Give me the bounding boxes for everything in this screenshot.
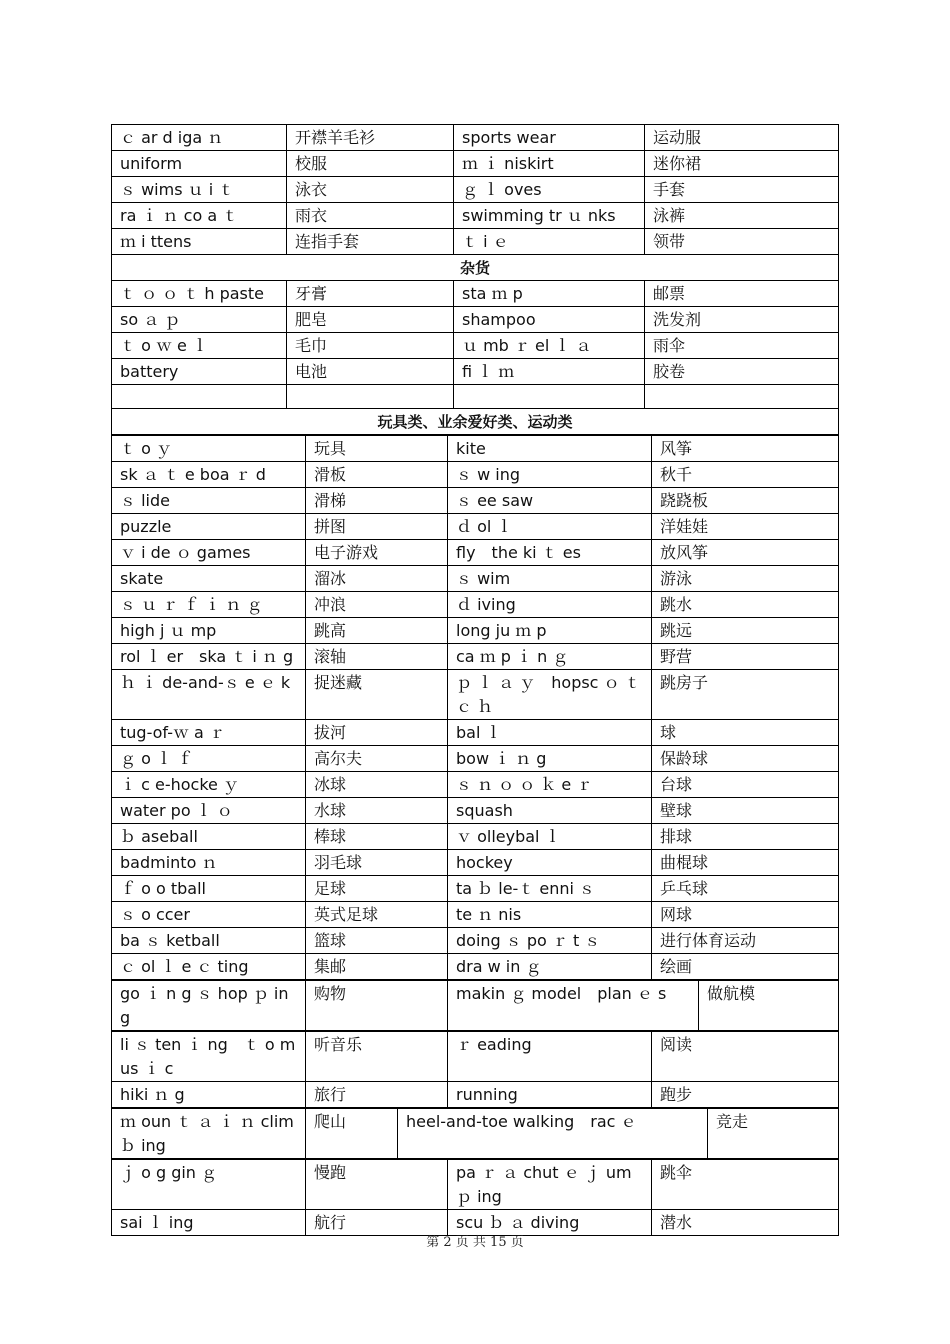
vocab-row <box>112 436 839 462</box>
english-word: ｄ ol ｌ <box>448 514 652 540</box>
chinese-meaning: 电子游戏 <box>306 540 448 566</box>
chinese-meaning: 迷你裙 <box>645 151 839 177</box>
chinese-meaning: 滑板 <box>306 462 448 488</box>
chinese-meaning: 运动服 <box>645 125 839 151</box>
chinese-meaning: 跳高 <box>306 618 448 644</box>
english-word: ｈ ｉ de-and-ｓ e ｅ k <box>112 670 306 720</box>
chinese-meaning: 跷跷板 <box>652 488 839 514</box>
vocab-row <box>112 488 839 514</box>
chinese-meaning: 连指手套 <box>287 229 454 255</box>
english-word: go ｉ n g ｓ hop ｐ ing <box>112 981 306 1031</box>
english-word: ba ｓ ketball <box>112 928 306 954</box>
chinese-meaning: 跳伞 <box>652 1160 839 1210</box>
english-word: skate <box>112 566 306 592</box>
english-word: scu ｂ ａ diving <box>448 1210 652 1236</box>
chinese-meaning: 购物 <box>306 981 448 1031</box>
vocab-row-shopping <box>112 981 839 1031</box>
chinese-meaning: 球 <box>652 720 839 746</box>
chinese-meaning: 胶卷 <box>645 359 839 385</box>
english-word: ｒ eading <box>448 1032 652 1082</box>
english-word: ｇ ｌ oves <box>454 177 645 203</box>
english-word: ｊ o g gin ｇ <box>112 1160 306 1210</box>
english-word: ｍ i ttens <box>112 229 287 255</box>
english-word: ｐ ｌ ａ ｙ hopsc ｏ ｔ ｃ ｈ <box>448 670 652 720</box>
vocab-row <box>112 618 839 644</box>
vocab-row <box>112 644 839 670</box>
english-word: pa ｒ ａ chut ｅ ｊ um ｐ ing <box>448 1160 652 1210</box>
english-word: badminto ｎ <box>112 850 306 876</box>
climbing-table <box>111 1108 839 1159</box>
english-word: ca ｍ p ｉ n ｇ <box>448 644 652 670</box>
final-table <box>111 1159 839 1236</box>
english-word: rol ｌ er ska ｔ i ｎ g <box>112 644 306 670</box>
english-word: makin ｇ model plan ｅ s <box>448 981 699 1031</box>
vocab-row <box>112 902 839 928</box>
chinese-meaning: 台球 <box>652 772 839 798</box>
english-word: bow ｉ ｎ g <box>448 746 652 772</box>
vocab-row <box>112 203 839 229</box>
chinese-meaning: 野营 <box>652 644 839 670</box>
section-title-toys: 玩具类、业余爱好类、运动类 <box>112 409 839 435</box>
english-word: ｔ o ｗ e ｌ <box>112 333 287 359</box>
chinese-meaning: 阅读 <box>652 1032 839 1082</box>
english-word: ｆ o o tball <box>112 876 306 902</box>
chinese-meaning: 跑步 <box>652 1082 839 1108</box>
chinese-meaning: 冰球 <box>306 772 448 798</box>
chinese-meaning: 做航模 <box>699 981 839 1031</box>
chinese-meaning: 泳衣 <box>287 177 454 203</box>
english-word: fi ｌ ｍ <box>454 359 645 385</box>
english-word: sai ｌ ing <box>112 1210 306 1236</box>
chinese-meaning: 肥皂 <box>287 307 454 333</box>
vocab-row-hiking <box>112 1082 839 1108</box>
english-word: ｔ ｏ ｏ ｔ h paste <box>112 281 287 307</box>
final-section <box>112 1160 839 1236</box>
english-word: dra w in ｇ <box>448 954 652 980</box>
english-word: shampoo <box>454 307 645 333</box>
english-word: swimming tr ｕ nks <box>454 203 645 229</box>
chinese-meaning: 毛巾 <box>287 333 454 359</box>
english-word: water po ｌ ｏ <box>112 798 306 824</box>
chinese-meaning: 乒乓球 <box>652 876 839 902</box>
vocab-row <box>112 720 839 746</box>
vocab-row <box>112 229 839 255</box>
english-word: kite <box>448 436 652 462</box>
vocab-row <box>112 333 839 359</box>
chinese-meaning: 水球 <box>306 798 448 824</box>
chinese-meaning: 保龄球 <box>652 746 839 772</box>
chinese-meaning: 跳远 <box>652 618 839 644</box>
chinese-meaning: 航行 <box>306 1210 448 1236</box>
english-word: ｓ ｕ ｒ ｆ ｉ ｎ ｇ <box>112 592 306 618</box>
chinese-meaning: 爬山 <box>306 1109 398 1159</box>
chinese-meaning: 进行体育运动 <box>652 928 839 954</box>
english-word: ｃ ol ｌ e ｃ ting <box>112 954 306 980</box>
vocab-row <box>112 670 839 720</box>
vocab-row <box>112 954 839 980</box>
vocab-row <box>112 876 839 902</box>
english-word: ta ｂ le-ｔ enni ｓ <box>448 876 652 902</box>
vocab-row <box>112 177 839 203</box>
chinese-meaning: 溜冰 <box>306 566 448 592</box>
vocabulary-page <box>111 124 838 1236</box>
shopping-table <box>111 980 839 1031</box>
english-word: fly the ki ｔ es <box>448 540 652 566</box>
english-word: ｂ aseball <box>112 824 306 850</box>
vocabulary-table <box>111 124 839 435</box>
chinese-meaning: 英式足球 <box>306 902 448 928</box>
english-word: high j ｕ mp <box>112 618 306 644</box>
misc-section <box>112 281 839 385</box>
english-word: ｓ lide <box>112 488 306 514</box>
english-word: sk ａ ｔ e boa ｒ d <box>112 462 306 488</box>
vocab-row <box>112 850 839 876</box>
english-word: ｕ mb ｒ el ｌ ａ <box>454 333 645 359</box>
vocab-row <box>112 307 839 333</box>
english-word: ｓ ee saw <box>448 488 652 514</box>
chinese-meaning: 旅行 <box>306 1082 448 1108</box>
chinese-meaning: 邮票 <box>645 281 839 307</box>
english-word: ｓ wims ｕ i ｔ <box>112 177 287 203</box>
chinese-meaning: 拔河 <box>306 720 448 746</box>
chinese-meaning: 棒球 <box>306 824 448 850</box>
english-word: ｔ i ｅ <box>454 229 645 255</box>
chinese-meaning: 风筝 <box>652 436 839 462</box>
chinese-meaning: 秋千 <box>652 462 839 488</box>
english-word: ｉ c e-hocke ｙ <box>112 772 306 798</box>
english-word: ｖ i de ｏ games <box>112 540 306 566</box>
vocab-row <box>112 592 839 618</box>
clothing-section <box>112 125 839 255</box>
vocab-row-listening <box>112 1032 839 1082</box>
english-word: ｔ o ｙ <box>112 436 306 462</box>
chinese-meaning: 曲棍球 <box>652 850 839 876</box>
english-word: ｍ ｉ niskirt <box>454 151 645 177</box>
vocab-row <box>112 1160 839 1210</box>
english-word: puzzle <box>112 514 306 540</box>
english-word: ｄ iving <box>448 592 652 618</box>
vocab-row <box>112 359 839 385</box>
vocab-row <box>112 125 839 151</box>
vocab-row <box>112 824 839 850</box>
vocab-row <box>112 281 839 307</box>
english-word: long ju ｍ p <box>448 618 652 644</box>
english-word: sta ｍ p <box>454 281 645 307</box>
chinese-meaning: 竞走 <box>708 1109 839 1159</box>
chinese-meaning: 拼图 <box>306 514 448 540</box>
chinese-meaning: 玩具 <box>306 436 448 462</box>
chinese-meaning: 网球 <box>652 902 839 928</box>
chinese-meaning: 集邮 <box>306 954 448 980</box>
english-word: tug-of-ｗ a ｒ <box>112 720 306 746</box>
listening-table <box>111 1031 839 1108</box>
section-title-misc: 杂货 <box>112 255 839 281</box>
english-word: doing ｓ po ｒ t ｓ <box>448 928 652 954</box>
chinese-meaning: 游泳 <box>652 566 839 592</box>
chinese-meaning: 牙膏 <box>287 281 454 307</box>
chinese-meaning: 足球 <box>306 876 448 902</box>
english-word: heel-and-toe walking rac ｅ <box>398 1109 708 1159</box>
chinese-meaning: 听音乐 <box>306 1032 448 1082</box>
english-word: ｃ ar d iga ｎ <box>112 125 287 151</box>
vocab-row <box>112 151 839 177</box>
chinese-meaning: 潜水 <box>652 1210 839 1236</box>
english-word: sports wear <box>454 125 645 151</box>
chinese-meaning: 滚轴 <box>306 644 448 670</box>
vocab-row <box>112 928 839 954</box>
english-word: squash <box>448 798 652 824</box>
vocab-row <box>112 772 839 798</box>
page-footer: 第 2 页 共 15 页 <box>426 1235 524 1250</box>
chinese-meaning: 洋娃娃 <box>652 514 839 540</box>
chinese-meaning: 手套 <box>645 177 839 203</box>
english-word: ｓ wim <box>448 566 652 592</box>
english-word: ｓ w ing <box>448 462 652 488</box>
english-word: ｍ oun ｔ ａ ｉ ｎ clim ｂ ing <box>112 1109 306 1159</box>
vocab-row <box>112 566 839 592</box>
chinese-meaning: 电池 <box>287 359 454 385</box>
vocab-row <box>112 462 839 488</box>
chinese-meaning: 篮球 <box>306 928 448 954</box>
english-word: hockey <box>448 850 652 876</box>
english-word: ｖ olleybal ｌ <box>448 824 652 850</box>
chinese-meaning: 高尔夫 <box>306 746 448 772</box>
english-word: running <box>448 1082 652 1108</box>
english-word: battery <box>112 359 287 385</box>
chinese-meaning: 慢跑 <box>306 1160 448 1210</box>
chinese-meaning: 洗发剂 <box>645 307 839 333</box>
toys-section <box>112 436 839 980</box>
chinese-meaning: 跳水 <box>652 592 839 618</box>
vocab-row <box>112 746 839 772</box>
english-word: ｇ o ｌ ｆ <box>112 746 306 772</box>
chinese-meaning: 雨衣 <box>287 203 454 229</box>
chinese-meaning: 雨伞 <box>645 333 839 359</box>
blank-row <box>112 385 839 409</box>
chinese-meaning: 冲浪 <box>306 592 448 618</box>
chinese-meaning: 绘画 <box>652 954 839 980</box>
english-word: so ａ ｐ <box>112 307 287 333</box>
chinese-meaning: 校服 <box>287 151 454 177</box>
english-word: ｓ ｎ ｏ ｏ ｋ e ｒ <box>448 772 652 798</box>
vocab-row-climbing <box>112 1109 839 1159</box>
english-word: ｓ o ccer <box>112 902 306 928</box>
english-word: hiki ｎ g <box>112 1082 306 1108</box>
chinese-meaning: 泳裤 <box>645 203 839 229</box>
english-word: uniform <box>112 151 287 177</box>
english-word: te ｎ nis <box>448 902 652 928</box>
chinese-meaning: 跳房子 <box>652 670 839 720</box>
chinese-meaning: 排球 <box>652 824 839 850</box>
chinese-meaning: 壁球 <box>652 798 839 824</box>
chinese-meaning: 领带 <box>645 229 839 255</box>
chinese-meaning: 放风筝 <box>652 540 839 566</box>
english-word: ra ｉ ｎ co a ｔ <box>112 203 287 229</box>
chinese-meaning: 开襟羊毛衫 <box>287 125 454 151</box>
chinese-meaning: 捉迷藏 <box>306 670 448 720</box>
vocab-row <box>112 798 839 824</box>
chinese-meaning: 羽毛球 <box>306 850 448 876</box>
chinese-meaning: 滑梯 <box>306 488 448 514</box>
english-word: li ｓ ten ｉ ng ｔ o mus ｉ c <box>112 1032 306 1082</box>
vocab-row <box>112 540 839 566</box>
vocab-row <box>112 514 839 540</box>
english-word: bal ｌ <box>448 720 652 746</box>
toys-table <box>111 435 839 980</box>
